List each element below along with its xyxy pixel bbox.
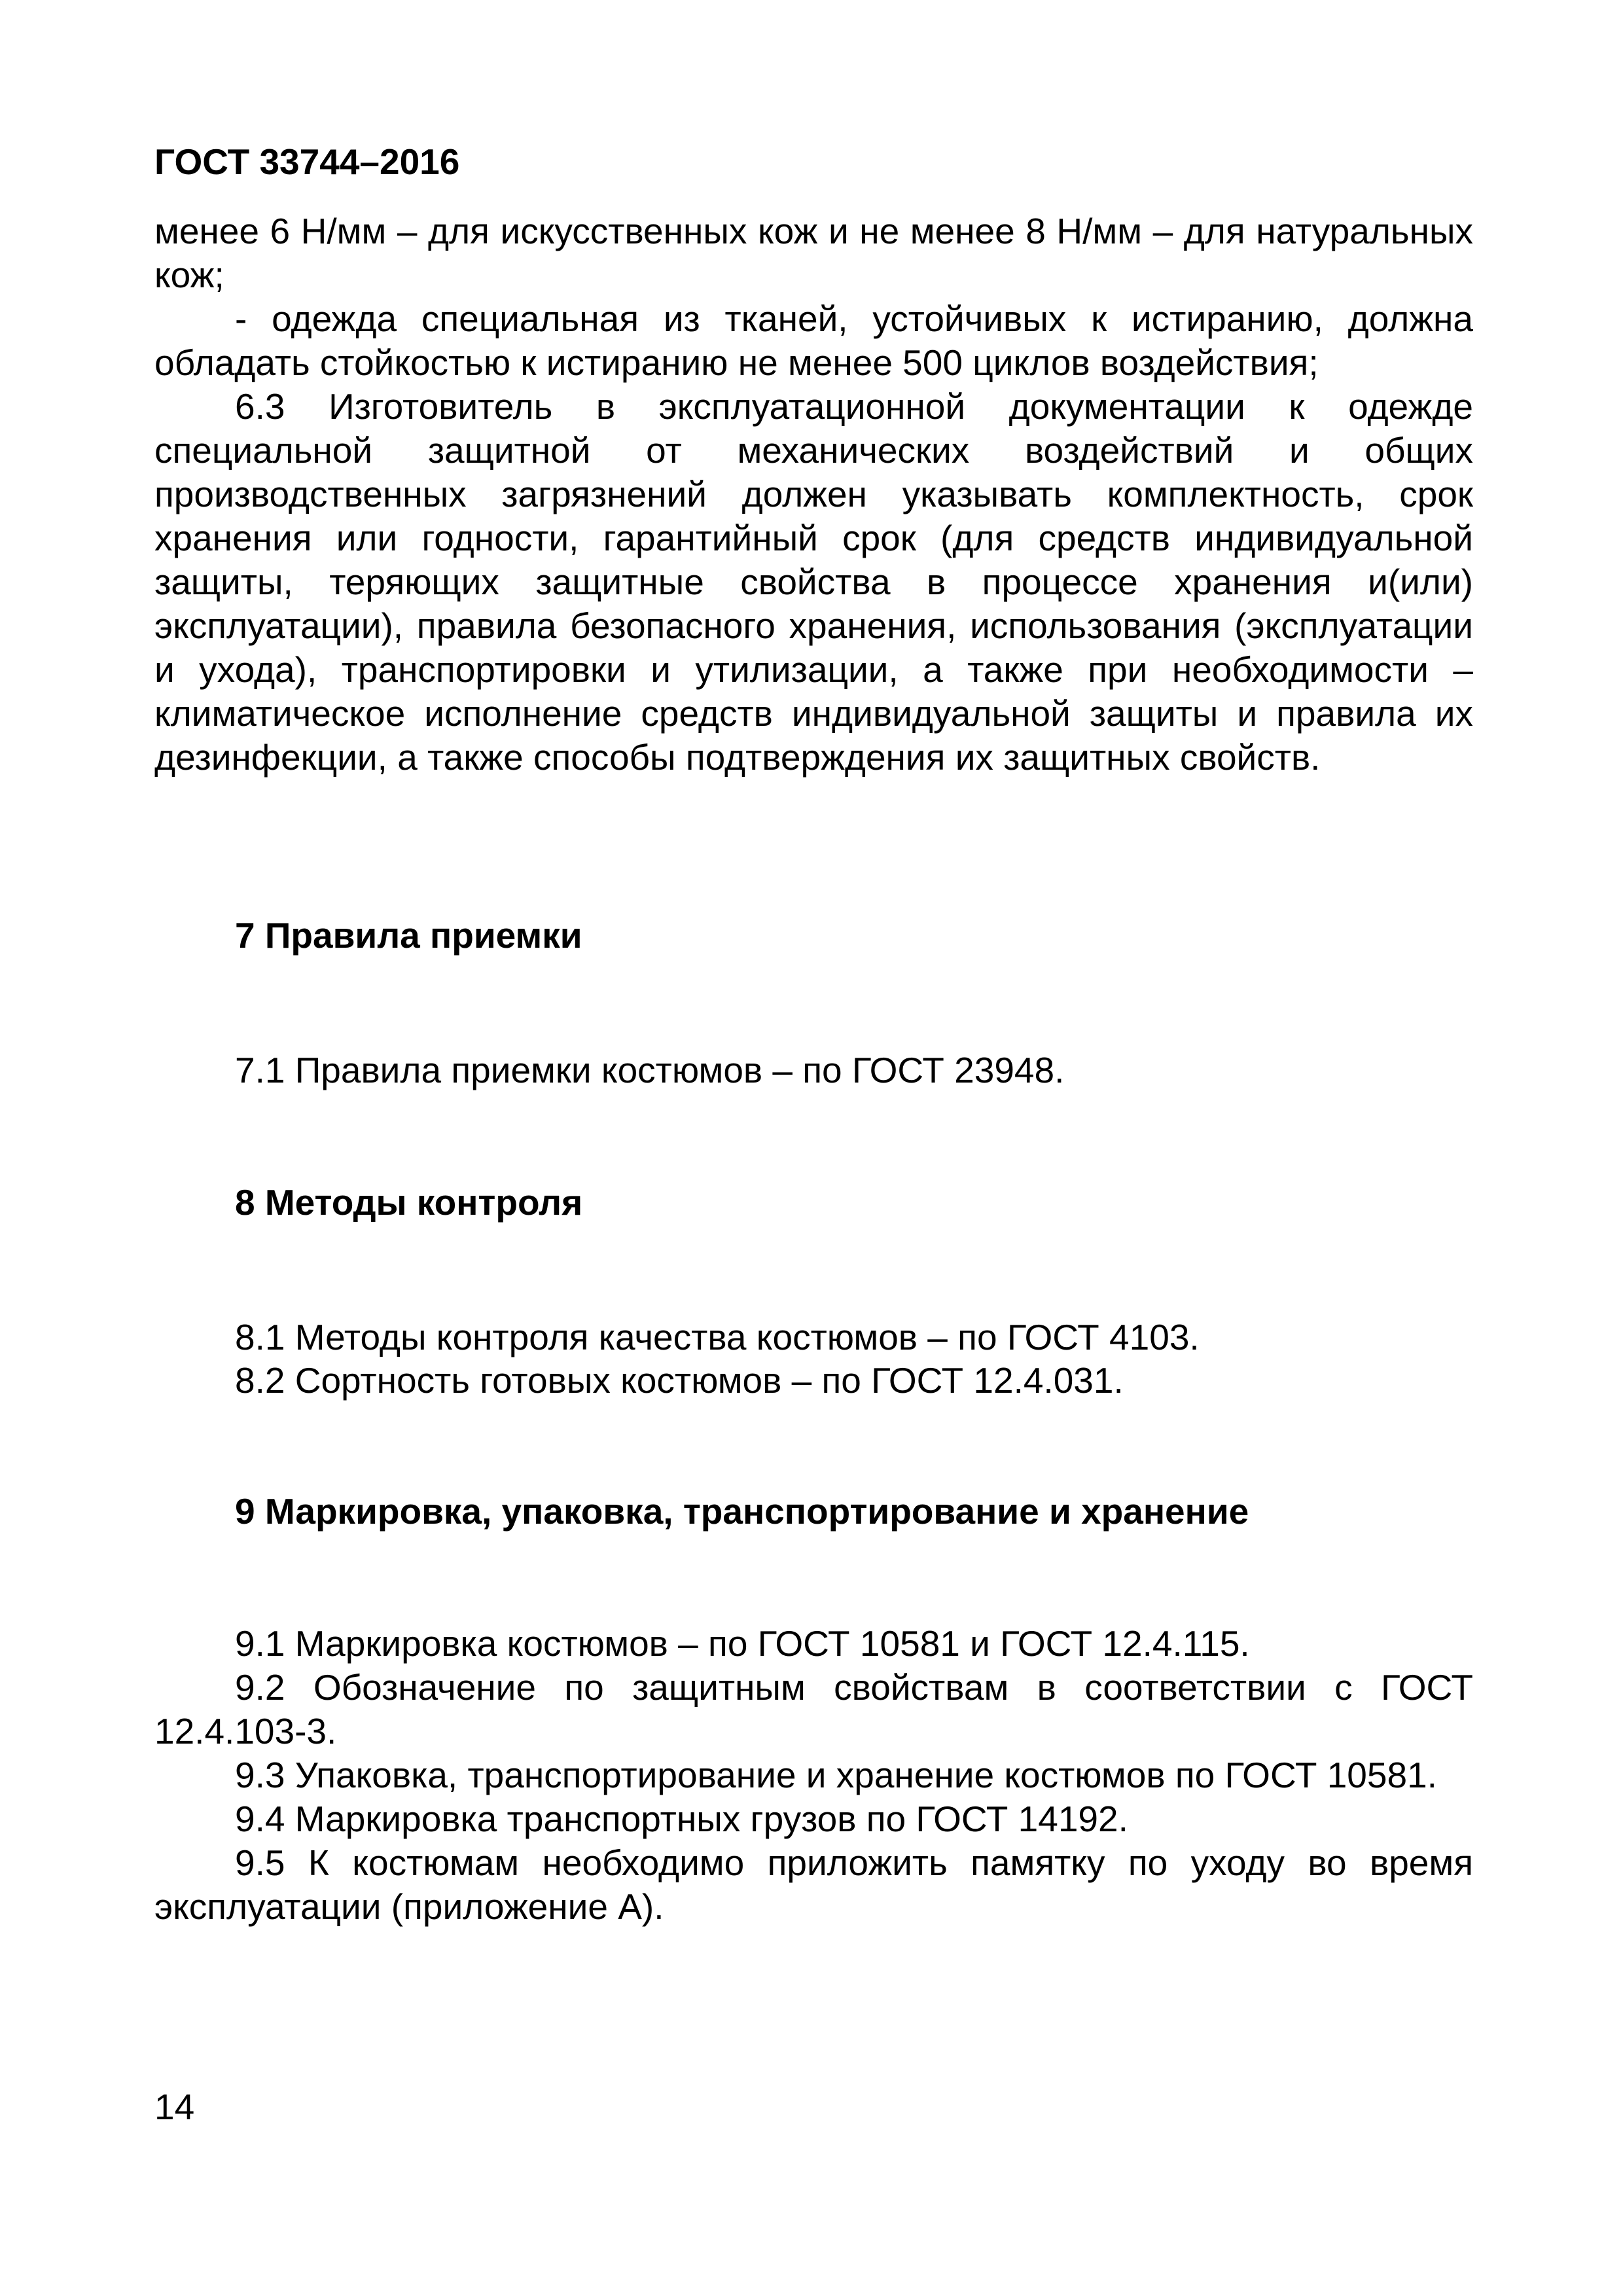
section-8-heading: 8 Методы контроля — [235, 1182, 583, 1223]
item-9-3: 9.3 Упаковка, транспортирование и хранение костюмов по ГОСТ 10581. — [235, 1755, 1437, 1795]
item-8-2: 8.2 Сортность готовых костюмов – по ГОСТ 12.4.031. — [235, 1360, 1124, 1401]
item-7-1: 7.1 Правила приемки костюмов – по ГОСТ 23948. — [235, 1050, 1065, 1090]
item-9-2: 9.2 Обозначение по защитным свойствам в соответствии с ГОСТ 12.4.103-3. — [154, 1667, 1473, 1751]
section-7-heading: 7 Правила приемки — [235, 915, 582, 956]
paragraph-continuation: менее 6 Н/мм – для искусственных кож и не менее 8 Н/мм – для натуральных кож; — [154, 211, 1473, 295]
section-9-items — [154, 1622, 1473, 1929]
item-9-4: 9.4 Маркировка транспортных грузов по ГОСТ 14192. — [235, 1799, 1128, 1839]
page-number: 14 — [154, 2087, 195, 2127]
paragraph-6-3: 6.3 Изготовитель в эксплуатационной документации к одежде специальной защитной от механических воздействий и общих производственных загрязнений должен указывать комплектность, срок хранения или годности, гарантийный срок (для средств индивидуальной защиты, теряющих защитные свойства в процессе хранения и(или) эксплуатации), правила безопасного хранения, использования (эксплуатации и ухода), транспортировки и утилизации, а также при необходимости – климатическое исполнение средств индивидуальной защиты и правила их дезинфекции, а также способы подтверждения их защитных свойств. — [154, 386, 1473, 778]
paragraph-abrasion: - одежда специальная из тканей, устойчивых к истиранию, должна обладать стойкостью к истиранию не менее 500 циклов воздействия; — [154, 298, 1473, 383]
document-code-header: ГОСТ 33744–2016 — [154, 141, 460, 182]
section-9-heading: 9 Маркировка, упаковка, транспортирование и хранение — [235, 1491, 1249, 1532]
item-9-1: 9.1 Маркировка костюмов – по ГОСТ 10581 и ГОСТ 12.4.115. — [235, 1623, 1250, 1664]
item-8-1: 8.1 Методы контроля качества костюмов – по ГОСТ 4103. — [235, 1317, 1200, 1357]
top-text-block — [154, 209, 1473, 780]
item-9-5: 9.5 К костюмам необходимо приложить памятку по уходу во время эксплуатации (приложение А). — [154, 1842, 1473, 1927]
